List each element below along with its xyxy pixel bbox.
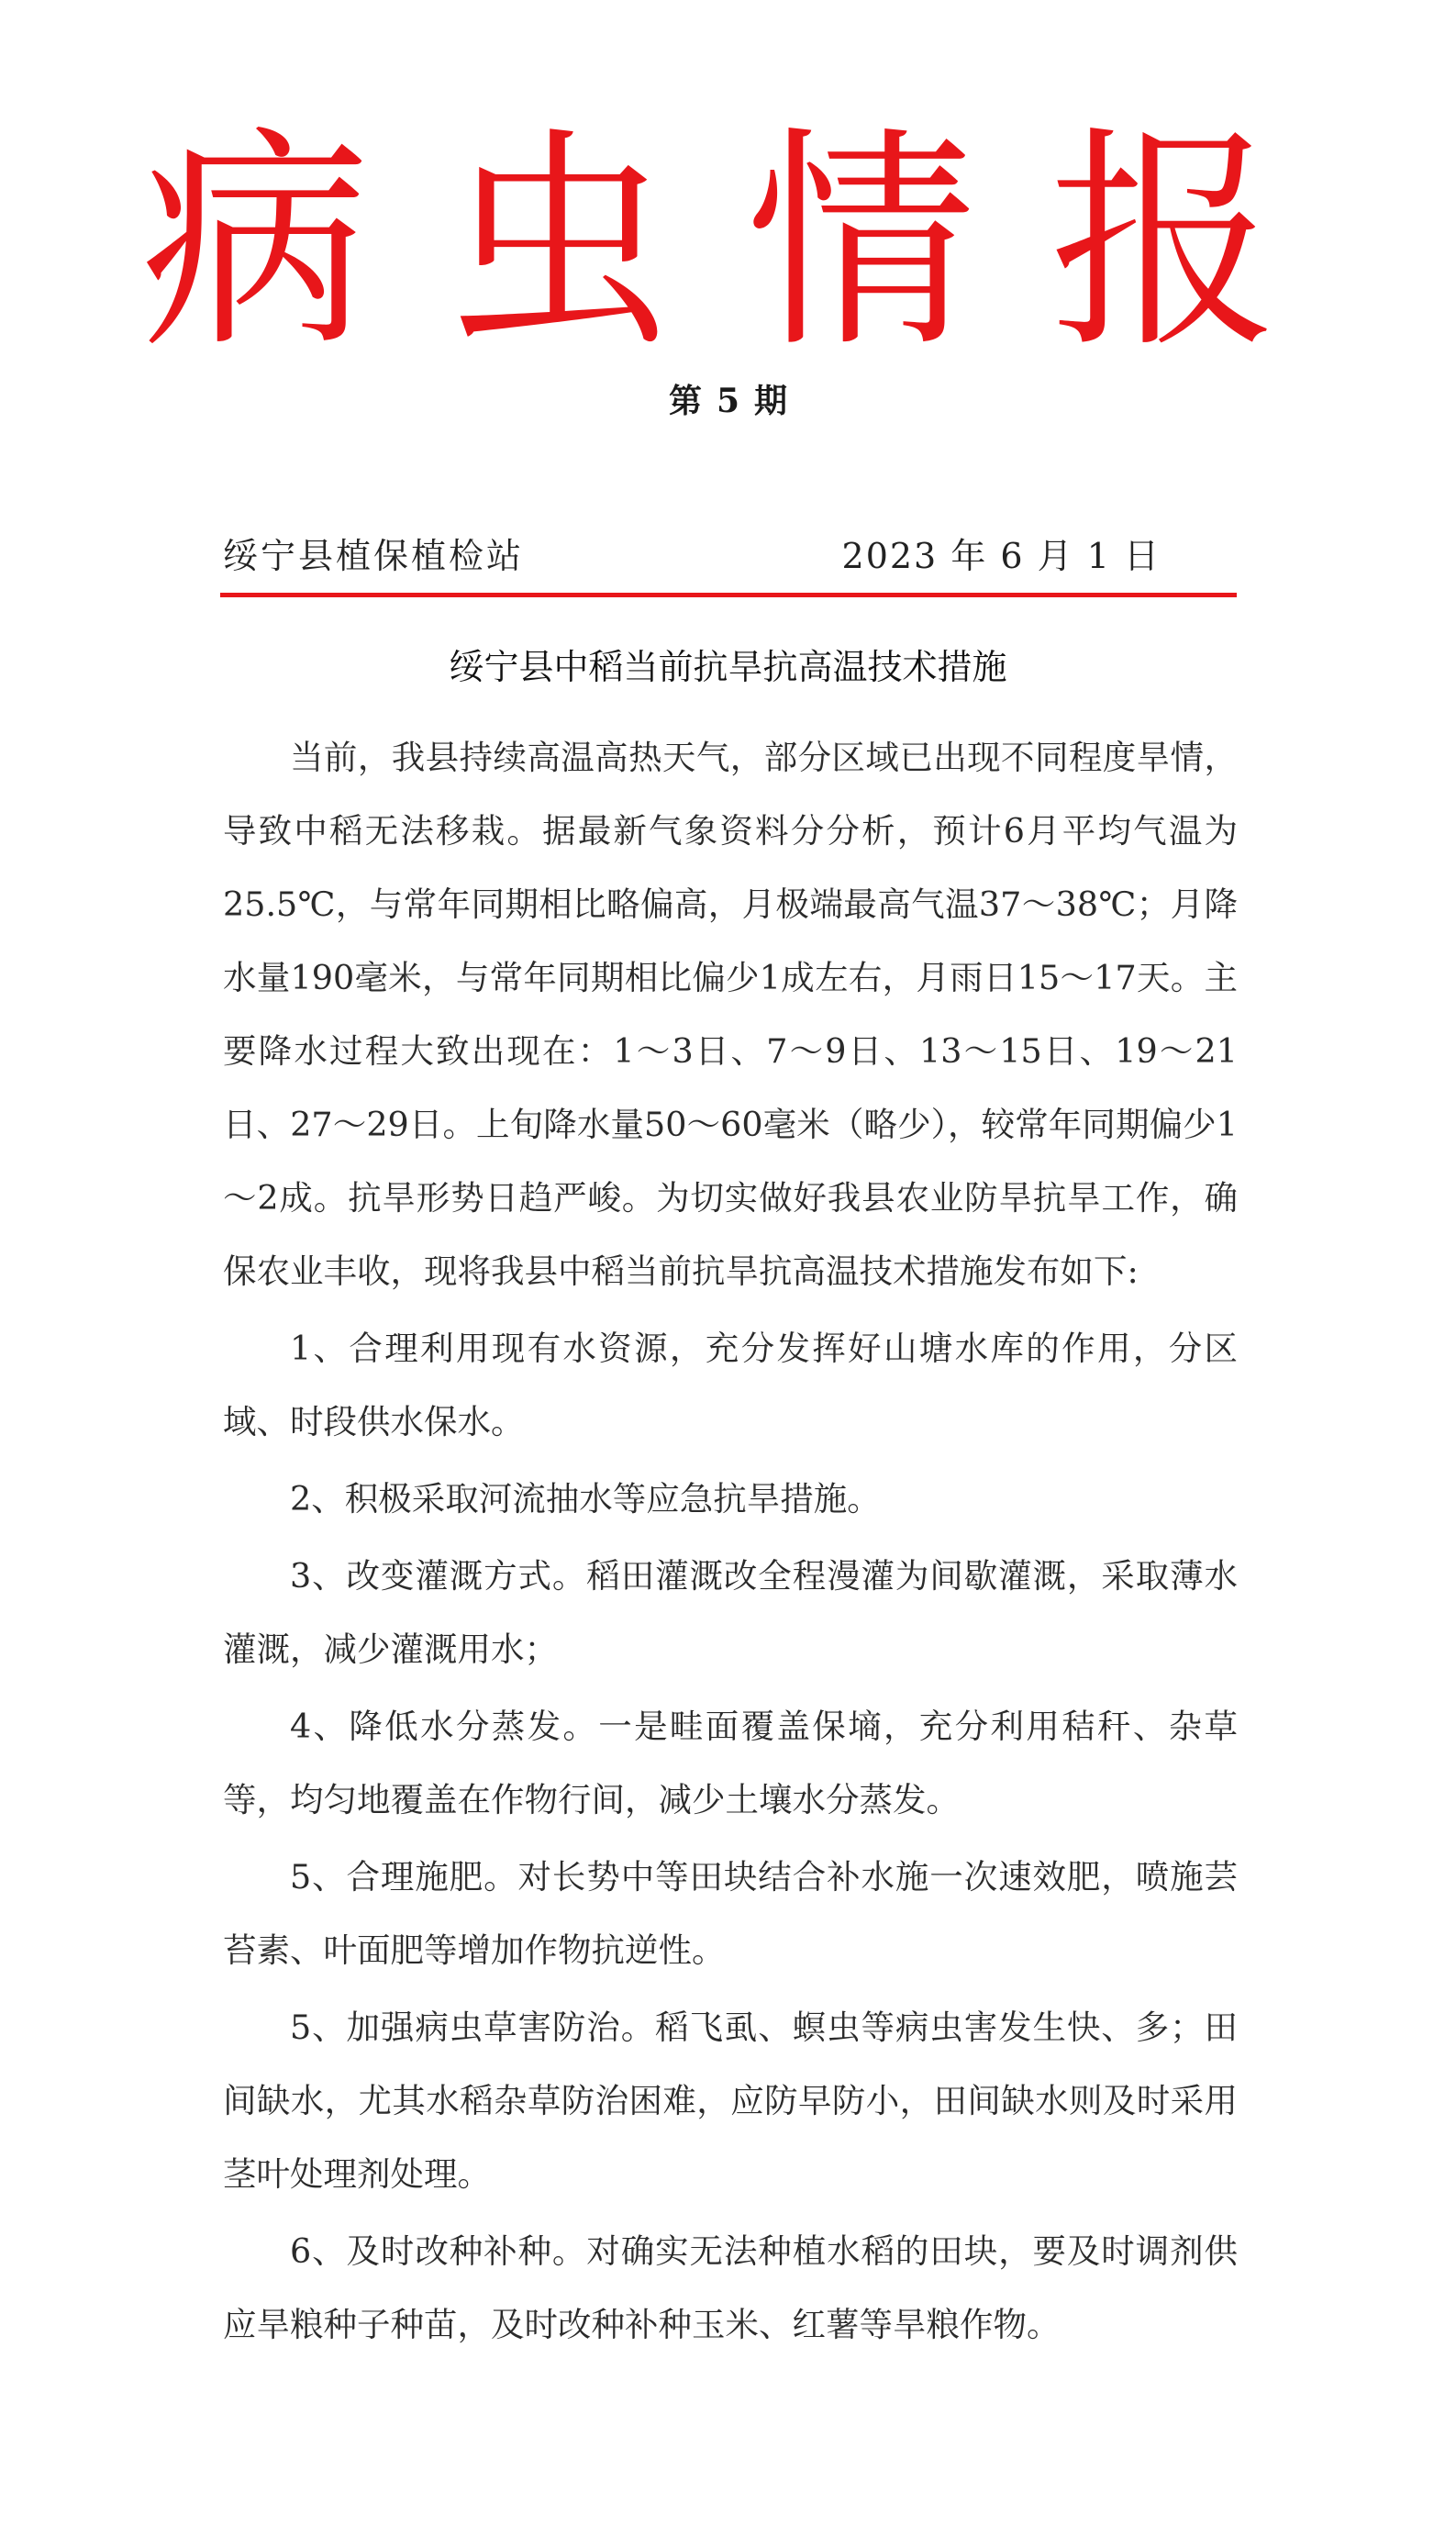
measure-paragraph: 2、积极采取河流抽水等应急抗旱措施。: [290, 1479, 881, 1518]
article-title: 绥宁县中稻当前抗旱抗高温技术措施: [449, 647, 1007, 687]
issue-suffix: 期: [754, 382, 788, 420]
measure-paragraph: 6、及时改种补种。对确实无法种植水稻的田块，要及时调剂供应旱粮种子种苗，及时改种补种玉米、红薯等旱粮作物。: [223, 2231, 1238, 2344]
measure-paragraph: 3、改变灌溉方式。稻田灌溉改全程漫灌为间歇灌溉，采取薄水灌溉，减少灌溉用水；: [223, 1556, 1238, 1669]
issue-prefix: 第: [668, 382, 702, 420]
measure-paragraph: 5、加强病虫草害防治。稻飞虱、螟虫等病虫害发生快、多；田间缺水，尤其水稻杂草防治困难，应防早防小，田间缺水则及时采用茎叶处理剂处理。: [223, 2008, 1238, 2194]
measure-paragraph: 4、降低水分蒸发。一是畦面覆盖保墒，充分利用秸秆、杂草等，均匀地覆盖在作物行间，减少土壤水分蒸发。: [223, 1707, 1238, 1819]
organization-name: 绥宁县植保植检站: [223, 536, 525, 576]
measure-paragraph: 1、合理利用现有水资源，充分发挥好山塘水库的作用，分区域、时段供水保水。: [223, 1329, 1238, 1441]
intro-paragraph: 当前，我县持续高温高热天气，部分区域已出现不同程度旱情，导致中稻无法移栽。据最新气象资料分分析，预计6月平均气温为25.5℃，与常年同期相比略偏高，月极端最高气温37～38℃；月降水量190毫米，与常年同期相比偏少1成左右，月雨日15～17天。主要降水过程大致出现在：1～3日、7～9日、13～15日、19～21日、27～29日。上旬降水量50～60毫米（略少），较常年同期偏少1～2成。抗旱形势日趋严峻。为切实做好我县农业防旱抗旱工作，确保农业丰收，现将我县中稻当前抗旱抗高温技术措施发布如下:: [223, 738, 1238, 1291]
masthead-title: 病虫情报: [140, 106, 1352, 379]
red-divider: [220, 593, 1237, 597]
measure-paragraph: 5、合理施肥。对长势中等田块结合补水施一次速效肥，喷施芸苔素、叶面肥等增加作物抗逆性。: [223, 1857, 1238, 1970]
article-body: [223, 721, 1238, 2362]
issue-value: 5: [716, 382, 740, 420]
publication-date: 2023 年 6 月 1 日: [841, 536, 1161, 576]
issue-number: [0, 378, 1456, 424]
publication-meta: [223, 530, 1161, 582]
